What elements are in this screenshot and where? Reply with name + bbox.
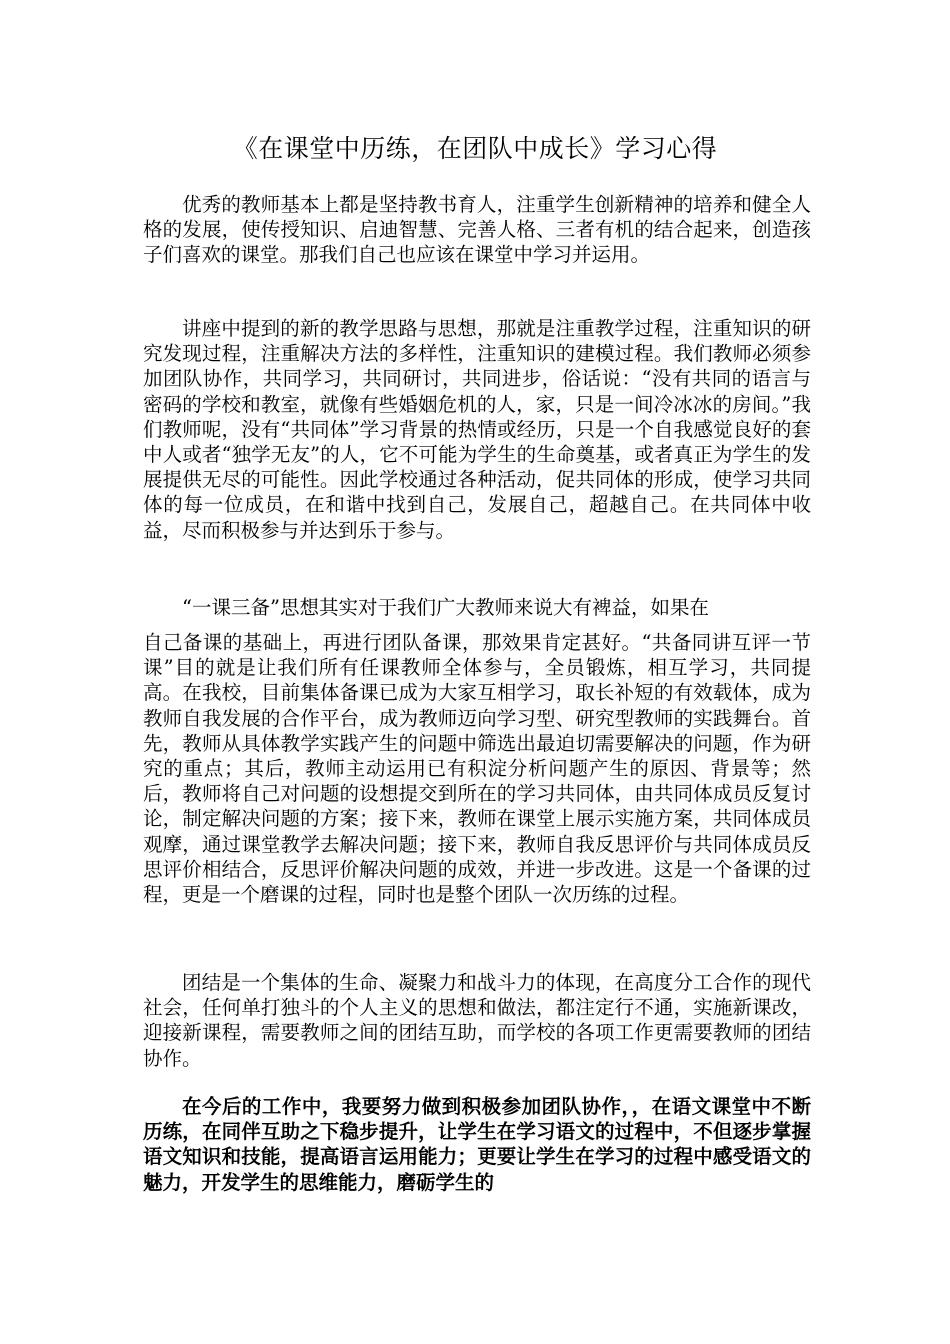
paragraph-4: 团结是一个集体的生命、凝聚力和战斗力的体现，在高度分工合作的现代社会，任何单打独斗的个人主义的思想和做法，都注定行不通，实施新课改，迎接新课程，需要教师之间的团结互助，而学校的各项工作更需要教师的团结协作。 [143, 971, 811, 1070]
document-title: 《在课堂中历练，在团队中成长》学习心得 [232, 134, 718, 163]
paragraph-5: 在今后的工作中，我要努力做到积极参加团队协作，，在语文课堂中不断历练，在同伴互助之下稳步提升，让学生在学习语文的过程中，不但逐步掌握语文知识和技能，提高语言运用能力；更要让学生在学习的过程中感受语文的魅力，开发学生的思维能力，磨砺学生的 [143, 1095, 811, 1194]
paragraph-3-body: 自己备课的基础上，再进行团队备课，那效果肯定甚好。“共备同讲互评一节课”目的就是让我们所有任课教师全体参与，全员锻炼，相互学习，共同提高。在我校，目前集体备课已成为大家互相学习，取长补短的有效载体，成为教师自我发展的合作平台，成为教师迈向学习型、研究型教师的实践舞台。首先，教师从具体教学实践产生的问题中筛选出最迫切需要解决的问题，作为研究的重点；其后，教师主动运用已有积淀分析问题产生的原因、背景等；然后，教师将自己对问题的设想提交到所在的学习共同体，由共同体成员反复讨论，制定解决问题的方案；接下来，教师在课堂上展示实施方案，共同体成员观摩，通过课堂教学去解决问题；接下来，教师自我反思评价与共同体成员反思评价相结合，反思评价解决问题的成效，并进一步改进。这是一个备课的过程，更是一个磨课的过程，同时也是整个团队一次历练的过程。 [143, 631, 811, 907]
paragraph-3-first-line: “一课三备”思想其实对于我们广大教师来说大有裨益，如果在 [182, 596, 709, 619]
paragraph-1: 优秀的教师基本上都是坚持教书育人，注重学生创新精神的培养和健全人格的发展，使传授知识、启迪智慧、完善人格、三者有机的结合起来，创造孩子们喜欢的课堂。那我们自己也应该在课堂中学习并运用。 [143, 193, 811, 267]
paragraph-2: 讲座中提到的新的教学思路与思想，那就是注重教学过程，注重知识的研究发现过程，注重解决方法的多样性，注重知识的建模过程。我们教师必须参加团队协作，共同学习，共同研讨，共同进步，俗话说：“没有共同的语言与密码的学校和教室，就像有些婚姻危机的人，家，只是一间冷冰冰的房间。”我们教师呢，没有“共同体”学习背景的热情或经历，只是一个自我感觉良好的套中人或者“独学无友”的人，它不可能为学生的生命奠基，或者真正为学生的发展提供无尽的可能性。因此学校通过各种活动，促共同体的形成，使学习共同体的每一位成员，在和谐中找到自己，发展自己，超越自己。在共同体中收益，尽而积极参与并达到乐于参与。 [143, 317, 811, 542]
